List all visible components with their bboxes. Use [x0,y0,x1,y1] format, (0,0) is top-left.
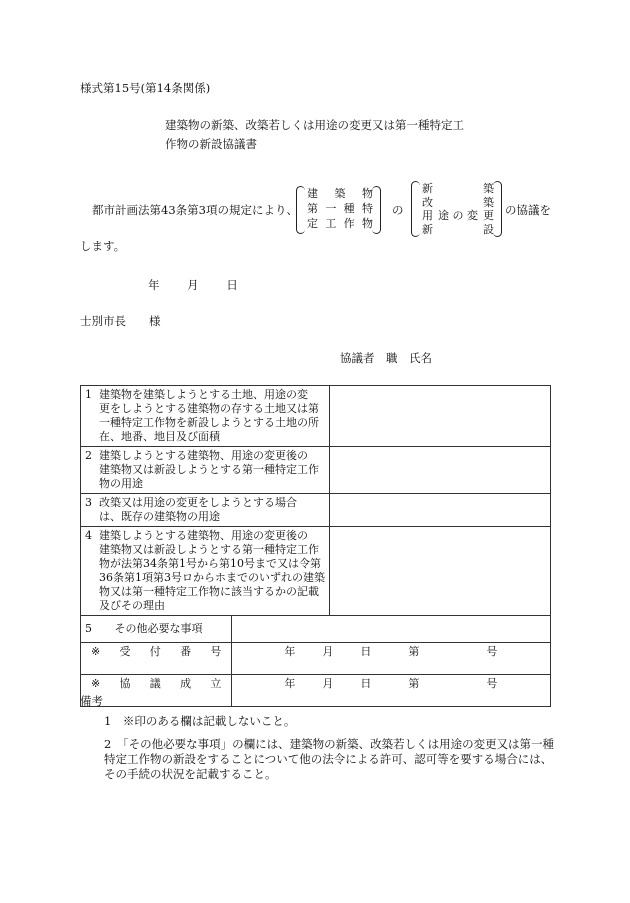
row-value-field[interactable] [330,386,551,447]
option-group-1 [307,186,373,231]
remarks-title: 備考 [80,694,103,708]
agreement-label: ※ 協 議 成 立 [81,675,232,707]
reception-row [81,643,551,675]
date-year: 年 [148,278,160,292]
reception-label: ※ 受 付 番 号 [81,643,232,675]
row-label: 5 その他必要な事項 [81,616,232,643]
row-label: 2 建築しようとする建築物、用途の変更後の 建築物又は新設しようとする第一種特定工作物の用途 [81,447,330,494]
row-value-field[interactable] [330,494,551,527]
table-row [81,447,551,494]
title-line-1: 建築物の新築、改築若しくは用途の変更又は第一種特定工 [165,118,464,132]
form-table [80,385,551,707]
group2-line-2: 改 築 [422,195,494,209]
bracket-right-1 [372,186,381,234]
bracket-left-2 [411,181,420,237]
agreement-row [81,675,551,707]
row-value-field[interactable] [330,447,551,494]
group1-line-2: 第 一 種 特 [307,202,373,215]
table-row [81,527,551,616]
row-label: 3 改築又は用途の変更をしようとする場合 は、既存の建築物の用途 [81,494,330,527]
group2-line-4: 新 設 [422,222,494,236]
table-row [81,494,551,527]
bracket-right-2 [493,181,502,237]
row-value-field[interactable] [232,616,551,643]
addressee: 士別市長 様 [80,314,161,328]
agreement-value[interactable]: 年 月 日 第 号 [232,675,551,707]
remark-1: 1 ※印のある欄は記載しないこと。 [104,714,296,728]
applicant-label: 協議者 職 氏名 [340,351,432,365]
group2-line-1: 新 築 [422,182,494,195]
particle-no: の [392,203,404,217]
reception-value[interactable]: 年 月 日 第 号 [232,643,551,675]
date-day: 日 [226,278,238,292]
lead-line-2: します。 [80,239,126,253]
lead-prefix: 都市計画法第43条第3項の規定により、 [92,203,298,217]
form-number: 様式第15号(第14条関係) [80,81,211,95]
row-value-field[interactable] [330,527,551,616]
title-line-2: 作物の新設協議書 [165,137,257,151]
group1-line-1: 建 築 物 [307,187,373,200]
table-row [81,386,551,447]
date-line [148,277,238,293]
option-group-2 [422,182,494,236]
date-month: 月 [187,278,199,292]
document-title [165,116,464,154]
row-label: 4 建築しようとする建築物、用途の変更後の 建築物又は新設しようとする第一種特定工作物が法第34条第1号から第10号まで又は令第36条第1項第3号ロからホまでのいずれの建築物又は第一種特定工作物に該当するかの記載及びその理由 [81,527,330,616]
group1-line-3: 定 工 作 物 [307,217,373,230]
lead-suffix: の協議を [505,203,551,217]
group2-line-3: 用 途 の 変 更 [422,209,494,222]
remark-2: 2 「その他必要な事項」の欄には、建築物の新築、改築若しくは用途の変更又は第一種特定工作物の新設をすることについて他の法令による許可、認可等を要する場合には、その手続の状況を記載すること。 [104,737,555,781]
row-label: 1 建築物を建築しようとする土地、用途の変 更をしようとする建築物の存する土地又は第一種特定工作物を新設しようとする土地の所在、地番、地目及び面積 [81,386,330,447]
table-row [81,616,551,643]
bracket-left-1 [296,186,305,234]
